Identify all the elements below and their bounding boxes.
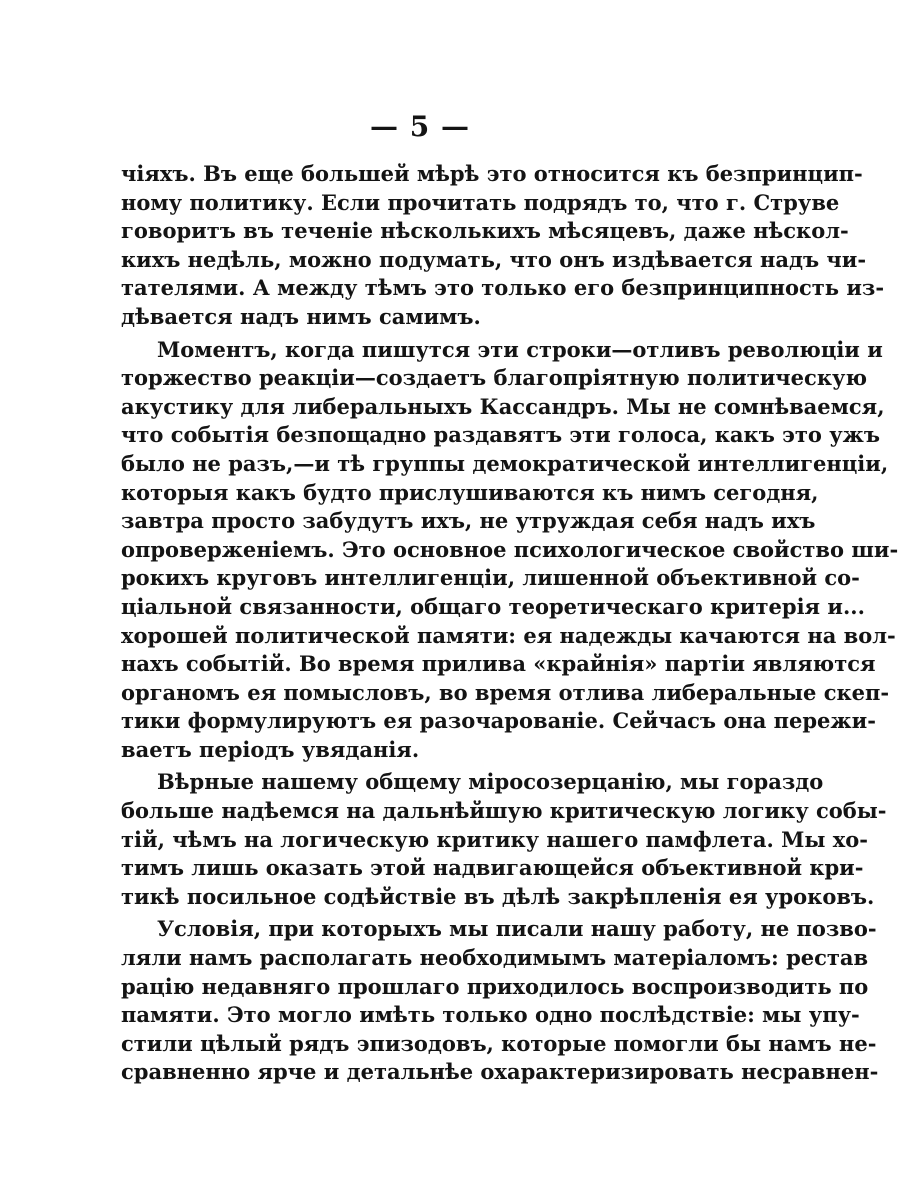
text-line: чіяхъ. Въ еще большей мѣрѣ это относится къ безпринцип- (121, 161, 863, 186)
text-line: ному политику. Если прочитать подрядъ то, что г. Струве (121, 189, 840, 215)
text-line: тимъ лишь оказать этой надвигающейся объективной кри- (121, 855, 864, 881)
paragraph (121, 768, 887, 911)
text-line: Моментъ, когда пишутся эти строки—отливъ революціи и (157, 336, 883, 362)
text-line: тики формулируютъ ея разочарованіе. Сейчасъ она пережи- (121, 708, 876, 734)
text-line: было не разъ,—и тѣ группы демократической интеллигенціи, (121, 450, 889, 476)
text-line: торжество реакціи—создаетъ благопріятную политическую (121, 365, 867, 391)
text-line: стили цѣлый рядъ эпизодовъ, которые помогли бы намъ не- (121, 1030, 877, 1056)
text-line: завтра просто забудутъ ихъ, не утруждая себя надъ ихъ (121, 508, 816, 534)
text-line: что событія безпощадно раздавятъ эти голоса, какъ это ужъ (121, 422, 880, 448)
text-line: органомъ ея помысловъ, во время отлива либеральные скеп- (121, 679, 890, 705)
text-line: Условія, при которыхъ мы писали нашу работу, не позво- (157, 916, 877, 942)
paragraph (121, 336, 898, 765)
text-line: сравненно ярче и детальнѣе охарактеризировать несравнен- (121, 1059, 879, 1085)
text-line: ваетъ періодъ увяданія. (121, 736, 420, 762)
text-line: тикѣ посильное содѣйствіе въ дѣлѣ закрѣпленія ея уроковъ. (121, 883, 875, 909)
text-line: акустику для либеральныхъ Кассандръ. Мы не сомнѣваемся, (121, 393, 885, 419)
text-line: хорошей политической памяти: ея надежды качаются на вол- (121, 622, 896, 648)
text-line: говоритъ въ теченіе нѣсколькихъ мѣсяцевъ, даже нѣскол- (121, 218, 849, 244)
page-number: — 5 — (370, 110, 470, 143)
text-line: кихъ недѣль, можно подумать, что онъ издѣвается надъ чи- (121, 246, 867, 272)
text-line: ляли намъ располагать необходимымъ матеріаломъ: рестав (121, 945, 869, 971)
text-line: рокихъ круговъ интеллигенціи, лишенной объективной со- (121, 565, 860, 591)
body-text (121, 160, 898, 1087)
text-line: опроверженіемъ. Это основное психологическое свойство ши- (121, 536, 898, 562)
text-line: ціальной связанности, общаго теоретическаго критерія и... (121, 593, 865, 619)
text-line: больше надѣемся на дальнѣйшую критическую логику собы- (121, 798, 887, 824)
paragraph (121, 915, 879, 1087)
text-line: рацію недавняго прошлаго приходилось воспроизводить по (121, 973, 869, 999)
text-line: которыя какъ будто прислушиваются къ нимъ сегодня, (121, 479, 819, 505)
text-line: нахъ событій. Во время прилива «крайнія» партіи являются (121, 651, 876, 677)
text-line: Вѣрные нашему общему міросозерцанію, мы гораздо (157, 769, 824, 795)
text-line: тій, чѣмъ на логическую критику нашего памфлета. Мы хо- (121, 826, 868, 852)
text-line: дѣвается надъ нимъ самимъ. (121, 303, 481, 329)
text-line: памяти. Это могло имѣть только одно послѣдствіе: мы упу- (121, 1002, 860, 1028)
text-line: тателями. А между тѣмъ это только его безпринципность из- (121, 275, 885, 301)
paragraph (121, 160, 885, 332)
